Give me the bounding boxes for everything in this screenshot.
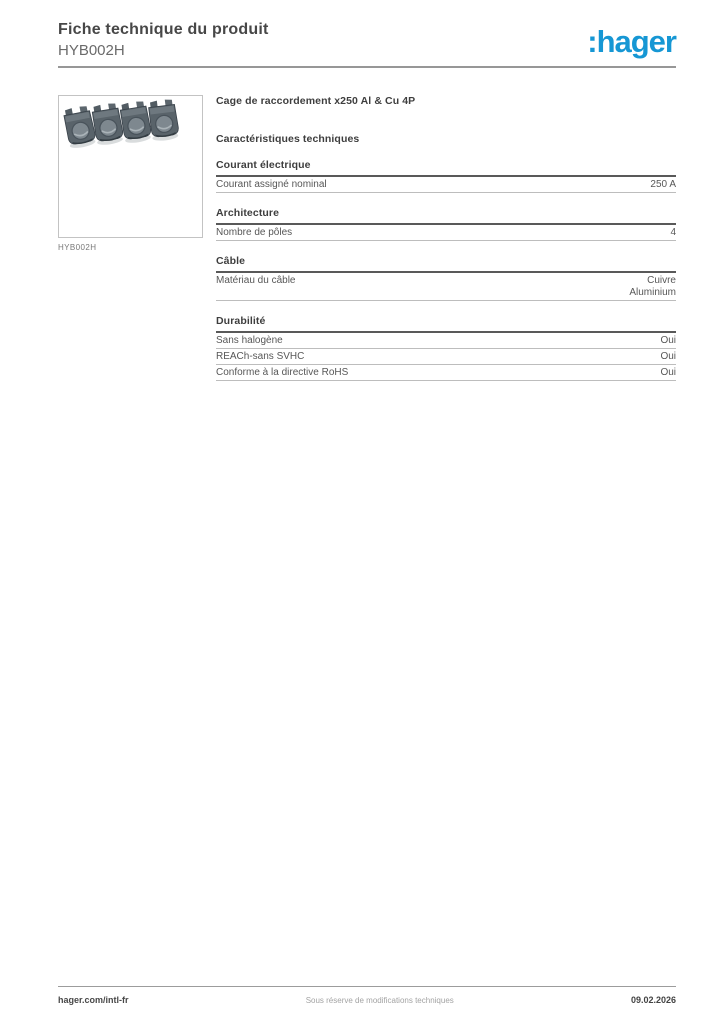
spec-section-title: Courant électrique [216,159,676,177]
product-photo [58,95,203,238]
spec-row-value [660,335,676,347]
spec-row [216,365,676,381]
spec-row-value-line: 250 A [650,178,676,190]
spec-row-value-line: Oui [660,334,676,346]
spec-row [216,177,676,193]
spec-section-title: Durabilité [216,315,676,333]
spec-row-label: Courant assigné nominal [216,178,327,190]
spec-row-label: Sans halogène [216,334,283,346]
spec-row-value [629,275,676,299]
hager-logo: :hager [587,24,676,59]
spec-section [216,207,676,241]
spec-row [216,349,676,365]
spec-row-value-line: 4 [670,226,676,238]
footer-date: 09.02.2026 [630,995,676,1005]
spec-row [216,333,676,349]
footer-url-link[interactable]: hager.com/intl-fr [58,995,129,1005]
terminal-cages-illustration [59,96,202,237]
spec-row-value [660,351,676,363]
header [58,21,676,59]
spec-sections [216,159,676,381]
spec-row-value-line: Cuivre [647,274,676,286]
spec-row-value-line: Aluminium [629,286,676,298]
footer-divider [58,986,676,987]
spec-row-value [660,367,676,379]
spec-row-label: Conforme à la directive RoHS [216,366,349,378]
spec-row [216,225,676,241]
spec-row [216,273,676,301]
spec-row-value [670,227,676,239]
header-divider [58,66,676,68]
spec-row-label: Matériau du câble [216,274,296,286]
spec-row-value [650,179,676,191]
spec-section [216,315,676,381]
spec-row-label: Nombre de pôles [216,226,293,238]
spec-row-value-line: Oui [660,350,676,362]
footer [58,995,676,1005]
product-title: Cage de raccordement x250 Al & Cu 4P [216,95,416,107]
specifications [216,95,676,381]
spec-section-title: Câble [216,255,676,273]
spec-section [216,255,676,301]
product-photo-caption: HYB002H [58,243,97,252]
spec-row-label: REACh-sans SVHC [216,350,305,362]
page-title: Fiche technique du produit [58,21,269,38]
spec-row-value-line: Oui [660,366,676,378]
product-reference: HYB002H [58,42,125,59]
spec-section [216,159,676,193]
characteristics-heading: Caractéristiques techniques [216,133,360,145]
spec-section-title: Architecture [216,207,676,225]
footer-disclaimer: Sous réserve de modifications techniques [305,996,454,1005]
